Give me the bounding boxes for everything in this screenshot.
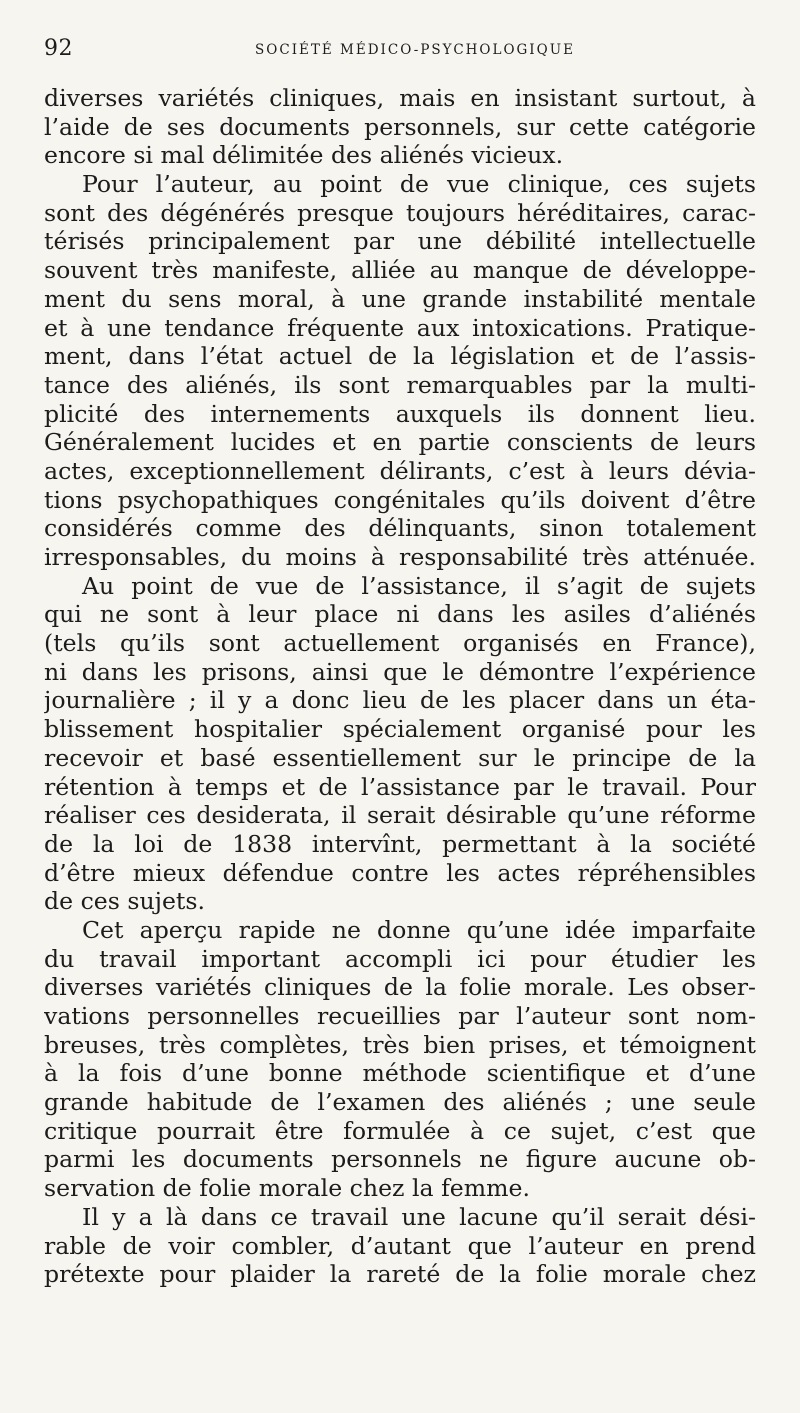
text-line: Au point de vue de l’assistance, il s’agit de sujets: [82, 571, 756, 600]
text-line: servation de folie morale chez la femme.: [44, 1174, 530, 1203]
text-line: actes, exceptionnellement délirants, c’est à leurs dévia-: [44, 456, 756, 485]
text-line: et à une tendance fréquente aux intoxications. Pratique-: [44, 313, 756, 342]
text-line: de la loi de 1838 intervînt, permettant à la société: [44, 829, 756, 858]
text-line: térisés principalement par une débilité intellectuelle: [44, 227, 756, 256]
body-text: [44, 84, 756, 1289]
text-line: Pour l’auteur, au point de vue clinique, ces sujets: [82, 170, 756, 199]
text-line: breuses, très complètes, très bien prises, et témoignent: [44, 1030, 756, 1059]
text-line: vations personnelles recueillies par l’auteur sont nom-: [44, 1002, 756, 1030]
text-line: (tels qu’ils sont actuellement organisés en France),: [44, 629, 756, 658]
text-line: du travail important accompli ici pour étudier les: [44, 944, 756, 973]
running-header: [44, 36, 756, 66]
text-line: tance des aliénés, ils sont remarquables par la multi-: [44, 370, 756, 399]
text-line: Cet aperçu rapide ne donne qu’une idée imparfaite: [82, 915, 756, 944]
text-line: diverses variétés cliniques, mais en insistant surtout, à: [44, 84, 756, 112]
text-line: qui ne sont à leur place ni dans les asiles d’aliénés: [44, 600, 756, 629]
page-number: 92: [44, 36, 73, 61]
text-line: encore si mal délimitée des aliénés vicieux.: [44, 141, 564, 170]
text-line: critique pourrait être formulée à ce sujet, c’est que: [44, 1116, 756, 1145]
text-line: prétexte pour plaider la rareté de la folie morale chez: [44, 1260, 756, 1289]
text-line: ment, dans l’état actuel de la législation et de l’assis-: [44, 342, 756, 371]
text-line: à la fois d’une bonne méthode scientifique et d’une: [44, 1059, 756, 1088]
text-line: journalière ; il y a donc lieu de les placer dans un éta-: [44, 686, 756, 715]
text-line: recevoir et basé essentiellement sur le principe de la: [44, 743, 756, 772]
text-line: d’être mieux défendue contre les actes répréhensibles: [44, 858, 756, 887]
text-line: tions psychopathiques congénitales qu’ils doivent d’être: [44, 485, 756, 514]
text-line: Généralement lucides et en partie conscients de leurs: [44, 428, 756, 457]
text-line: rable de voir combler, d’autant que l’auteur en prend: [44, 1231, 756, 1260]
text-line: souvent très manifeste, alliée au manque de développe-: [44, 256, 756, 285]
text-line: parmi les documents personnels ne figure aucune ob-: [44, 1145, 756, 1174]
text-line: de ces sujets.: [44, 887, 206, 916]
text-line: réaliser ces desiderata, il serait désirable qu’une réforme: [44, 801, 756, 830]
text-line: sont des dégénérés presque toujours héréditaires, carac-: [44, 198, 756, 227]
text-line: ment du sens moral, à une grande instabilité mentale: [44, 284, 756, 313]
text-line: rétention à temps et de l’assistance par le travail. Pour: [44, 772, 756, 801]
text-line: l’aide de ses documents personnels, sur cette catégorie: [44, 112, 756, 141]
text-line: grande habitude de l’examen des aliénés ; une seule: [44, 1088, 756, 1117]
running-title: SOCIÉTÉ MÉDICO-PSYCHOLOGIQUE: [255, 42, 575, 58]
text-line: plicité des internements auxquels ils donnent lieu.: [44, 399, 756, 428]
text-line: considérés comme des délinquants, sinon totalement: [44, 514, 756, 543]
text-line: diverses variétés cliniques de la folie morale. Les obser-: [44, 973, 756, 1002]
text-line: irresponsables, du moins à responsabilité très atténuée.: [44, 543, 756, 571]
text-line: ni dans les prisons, ainsi que le démontre l’expérience: [44, 657, 756, 686]
text-line: blissement hospitalier spécialement organisé pour les: [44, 715, 756, 744]
text-line: Il y a là dans ce travail une lacune qu’il serait dési-: [82, 1202, 756, 1231]
